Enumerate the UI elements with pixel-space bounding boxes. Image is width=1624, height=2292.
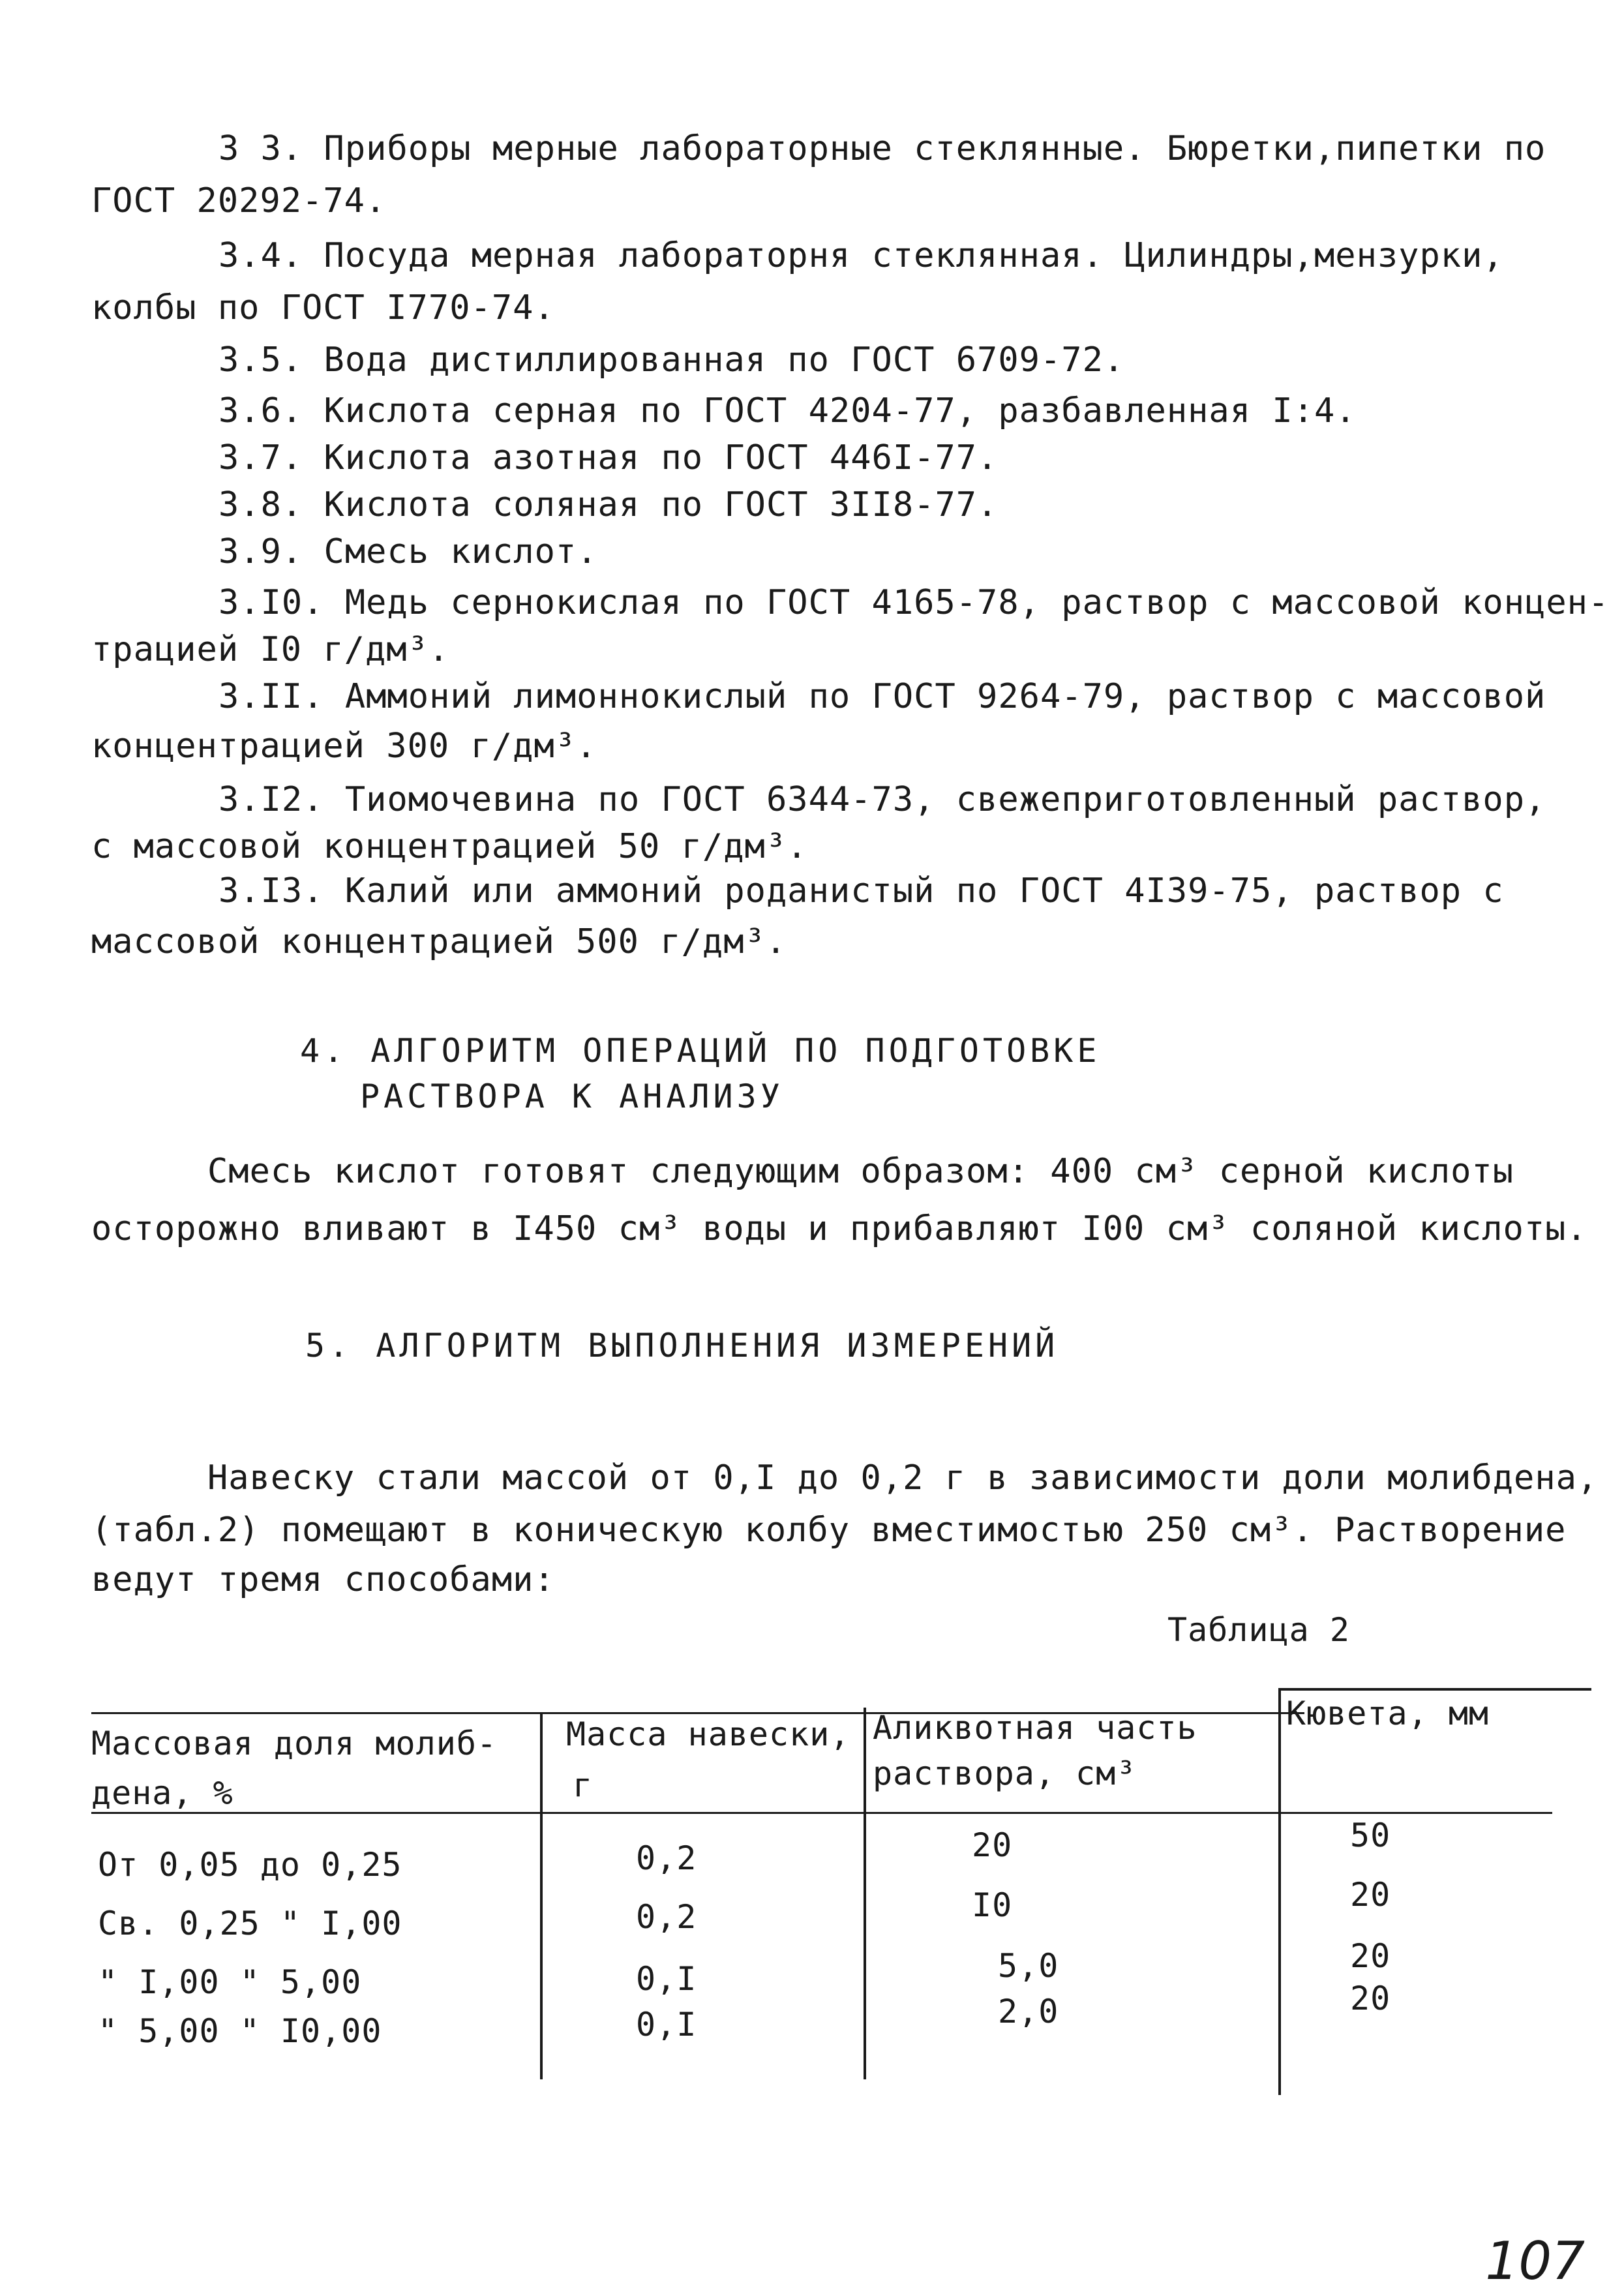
table-col-divider-2 (864, 1708, 866, 2079)
item-3-4: 3.4. Посуда мерная лабораторня стеклянная. Цилиндры,мензурки, (218, 236, 1504, 275)
item-3-10: 3.I0. Медь сернокислая по ГОСТ 4165-78, раствор с массовой концен- (218, 583, 1610, 622)
page-number: 107 (1485, 2231, 1585, 2291)
table-cell-r2-c4: 20 (1350, 1876, 1391, 1914)
section4-para-line1: Смесь кислот готовят следующим образом: 400 см³ серной кислоты (207, 1152, 1514, 1191)
item-3-10-cont: трацией I0 г/дм³. (91, 630, 450, 669)
item-3-9: 3.9. Смесь кислот. (218, 532, 598, 571)
table-cell-r3-c2: 0,I (636, 1960, 697, 1998)
item-3-11: 3.II. Аммоний лимоннокислый по ГОСТ 9264-79, раствор с массовой (218, 677, 1546, 716)
table-header-col2-line1: Масса навески, (566, 1715, 850, 1753)
item-3-7: 3.7. Кислота азотная по ГОСТ 446I-77. (218, 438, 999, 477)
table-col-divider-3 (1278, 1691, 1281, 2095)
table-cell-r2-c2: 0,2 (636, 1898, 697, 1936)
section4-para-line2: осторожно вливают в I450 см³ воды и прибавляют I00 см³ соляной кислоты. (91, 1209, 1587, 1248)
table-col-divider-1 (540, 1714, 543, 2079)
item-3-12: 3.I2. Тиомочевина по ГОСТ 6344-73, свежеприготовленный раствор, (218, 780, 1546, 819)
item-3-6: 3.6. Кислота серная по ГОСТ 4204-77, разбавленная I:4. (218, 391, 1357, 430)
table-header-col1-line1: Массовая доля молиб- (91, 1725, 498, 1762)
table-cell-r4-c1: " 5,00 " I0,00 (98, 2012, 382, 2050)
table-cell-r4-c4: 20 (1350, 1980, 1391, 2017)
table-cell-r2-c3: I0 (972, 1886, 1013, 1924)
table-cell-r3-c1: " I,00 " 5,00 (98, 1963, 362, 2001)
section4-title-line2: РАСТВОРА К АНАЛИЗУ (360, 1078, 784, 1115)
item-3-12-cont: с массовой концентрацией 50 г/дм³. (91, 827, 808, 866)
table-cell-r4-c2: 0,I (636, 2006, 697, 2043)
table-top-rule-right (1278, 1688, 1591, 1691)
section5-title: 5. АЛГОРИТМ ВЫПОЛНЕНИЯ ИЗМЕРЕНИЙ (305, 1327, 1059, 1365)
section5-para-line3: ведут тремя способами: (91, 1560, 555, 1599)
table-cell-r3-c3: 5,0 (998, 1947, 1059, 1985)
table-header-col2-line2: г (573, 1766, 594, 1804)
section5-para-line2: (табл.2) помещают в коническую колбу вместимостью 250 см³. Растворение (91, 1511, 1567, 1550)
item-3-4-cont: колбы по ГОСТ I770-74. (91, 288, 555, 327)
item-3-3-cont: ГОСТ 20292-74. (91, 181, 387, 220)
table-caption: Таблица 2 (1167, 1611, 1350, 1649)
table-cell-r1-c2: 0,2 (636, 1839, 697, 1877)
section5-para-line1: Навеску стали массой от 0,I до 0,2 г в зависимости доли молибдена, (207, 1458, 1599, 1498)
item-3-3: 3 3. Приборы мерные лабораторные стеклянные. Бюретки,пипетки по (218, 129, 1546, 168)
section4-title-line1: 4. АЛГОРИТМ ОПЕРАЦИЙ ПО ПОДГОТОВКЕ (300, 1032, 1101, 1070)
table-cell-r1-c1: От 0,05 до 0,25 (98, 1846, 402, 1884)
item-3-13: 3.I3. Калий или аммоний роданистый по ГОСТ 4I39-75, раствор с (218, 871, 1504, 911)
table-cell-r2-c1: Св. 0,25 " I,00 (98, 1905, 402, 1942)
item-3-13-cont: массовой концентрацией 500 г/дм³. (91, 922, 787, 961)
item-3-5: 3.5. Вода дистиллированная по ГОСТ 6709-72. (218, 340, 1125, 380)
table-header-col4: Кювета, мм (1286, 1695, 1490, 1732)
table-cell-r1-c3: 20 (972, 1826, 1013, 1864)
table-header-col3-line1: Аликвотная часть (873, 1709, 1197, 1747)
table-cell-r1-c4: 50 (1350, 1817, 1391, 1854)
table-cell-r3-c4: 20 (1350, 1937, 1391, 1975)
table-header-col3-line2: раствора, см³ (873, 1755, 1137, 1792)
item-3-8: 3.8. Кислота соляная по ГОСТ 3II8-77. (218, 485, 999, 524)
table-cell-r4-c3: 2,0 (998, 1993, 1059, 2030)
table-header-rule (91, 1812, 1552, 1814)
item-3-11-cont: концентрацией 300 г/дм³. (91, 727, 597, 766)
table-header-col1-line2: дена, % (91, 1774, 233, 1812)
